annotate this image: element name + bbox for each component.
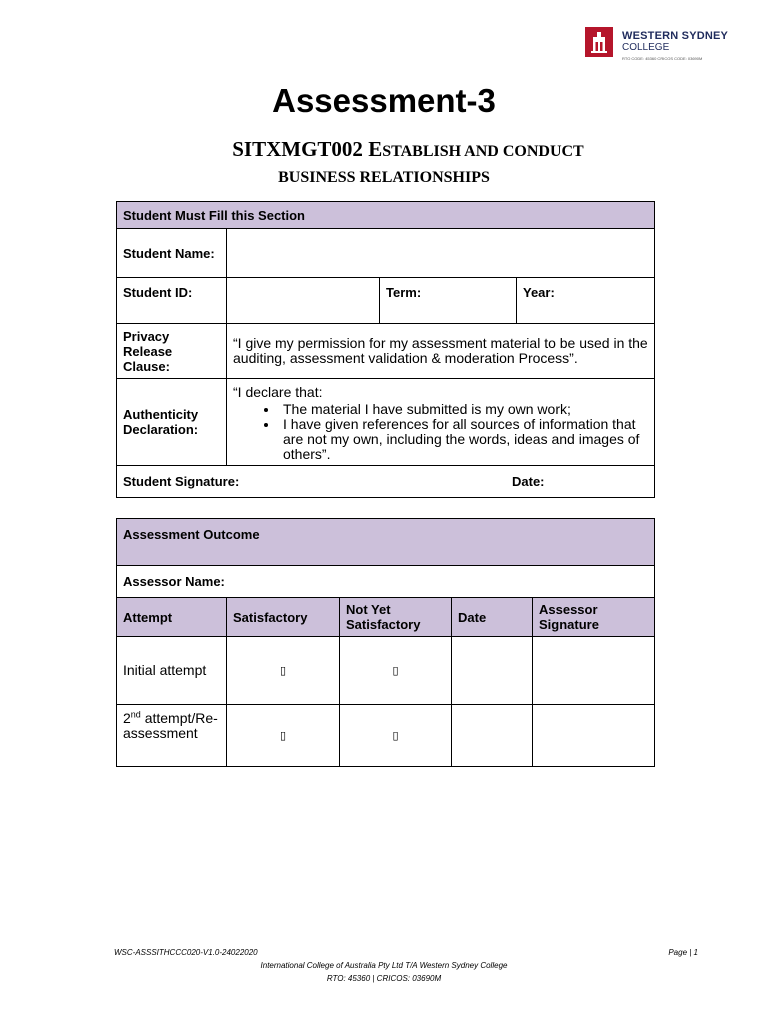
satisfactory-checkbox[interactable]: ▯: [227, 637, 340, 705]
unit-code: SITXMGT002: [232, 137, 369, 161]
college-logo: [585, 26, 729, 66]
student-id-field[interactable]: [227, 278, 380, 324]
student-section-table: [116, 201, 655, 498]
col-date: Date: [452, 598, 533, 637]
attempt-number: 2: [123, 710, 131, 726]
student-name-label: Student Name:: [117, 229, 227, 278]
col-satisfactory: Satisfactory: [227, 598, 340, 637]
student-signature-label: Student Signature:: [123, 474, 240, 489]
attempt-label: [117, 705, 227, 767]
unit-title-line2: BUSINESS RELATIONSHIPS: [278, 169, 490, 186]
student-section-header: Student Must Fill this Section: [117, 202, 655, 229]
satisfactory-checkbox[interactable]: ▯: [227, 705, 340, 767]
declaration-item: • I have given references for all sources of information that are not my own, including the words, ideas and images of others”.: [279, 417, 648, 462]
date-cell[interactable]: [452, 705, 533, 767]
attempt-ordinal: nd: [130, 709, 141, 720]
document-code: WSC-ASSSITHCCC020-V1.0-24022020: [114, 948, 258, 957]
authenticity-label: Authenticity Declaration:: [117, 379, 227, 466]
logo-subtitle: COLLEGE: [622, 42, 670, 53]
unit-title-line1: [0, 137, 768, 162]
col-assessor-signature: Assessor Signature: [533, 598, 655, 637]
attempt-text: attempt/Re-assessment: [123, 710, 218, 741]
student-id-label: Student ID:: [117, 278, 227, 324]
signature-row[interactable]: [117, 466, 655, 498]
unit-title-rest: STABLISH AND CONDUCT: [382, 143, 584, 160]
declaration-intro: “I declare that:: [233, 384, 323, 400]
not-yet-satisfactory-checkbox[interactable]: ▯: [340, 705, 452, 767]
term-field[interactable]: Term:: [380, 278, 517, 324]
unit-title-cap: E: [368, 137, 383, 161]
assessor-signature-cell[interactable]: [533, 705, 655, 767]
footer-company: International College of Australia Pty Ltd T/A Western Sydney College: [260, 961, 508, 970]
outcome-header: Assessment Outcome: [117, 519, 655, 566]
footer-rto: RTO: 45360 | CRICOS: 03690M: [326, 974, 442, 983]
logo-fineprint: RTO CODE: 45360 CRICOS CODE: 03690M: [622, 56, 703, 61]
not-yet-satisfactory-checkbox[interactable]: ▯: [340, 637, 452, 705]
page-title: Assessment-3: [272, 82, 496, 119]
date-label: Date:: [512, 474, 545, 489]
table-row: [117, 705, 655, 767]
assessment-outcome-table: [116, 518, 655, 767]
declaration-list: [233, 402, 648, 462]
page-number: Page | 1: [668, 948, 698, 957]
col-not-yet-satisfactory: Not Yet Satisfactory: [340, 598, 452, 637]
authenticity-declaration: [227, 379, 655, 466]
assessor-signature-cell[interactable]: [533, 637, 655, 705]
assessor-name-field[interactable]: Assessor Name:: [117, 566, 655, 598]
privacy-label: Privacy Release Clause:: [117, 324, 227, 379]
student-name-field[interactable]: [227, 229, 655, 278]
table-row: [117, 637, 655, 705]
outcome-column-headers: [117, 598, 655, 637]
college-crest-icon: [585, 27, 613, 57]
year-field[interactable]: Year:: [517, 278, 655, 324]
attempt-label: Initial attempt: [117, 637, 227, 705]
date-cell[interactable]: [452, 637, 533, 705]
logo-name: WESTERN SYDNEY: [622, 30, 729, 42]
privacy-text: “I give my permission for my assessment material to be used in the auditing, assessment validation & moderation Process”.: [227, 324, 655, 379]
col-attempt: Attempt: [117, 598, 227, 637]
declaration-item: • The material I have submitted is my own work;: [279, 402, 648, 417]
